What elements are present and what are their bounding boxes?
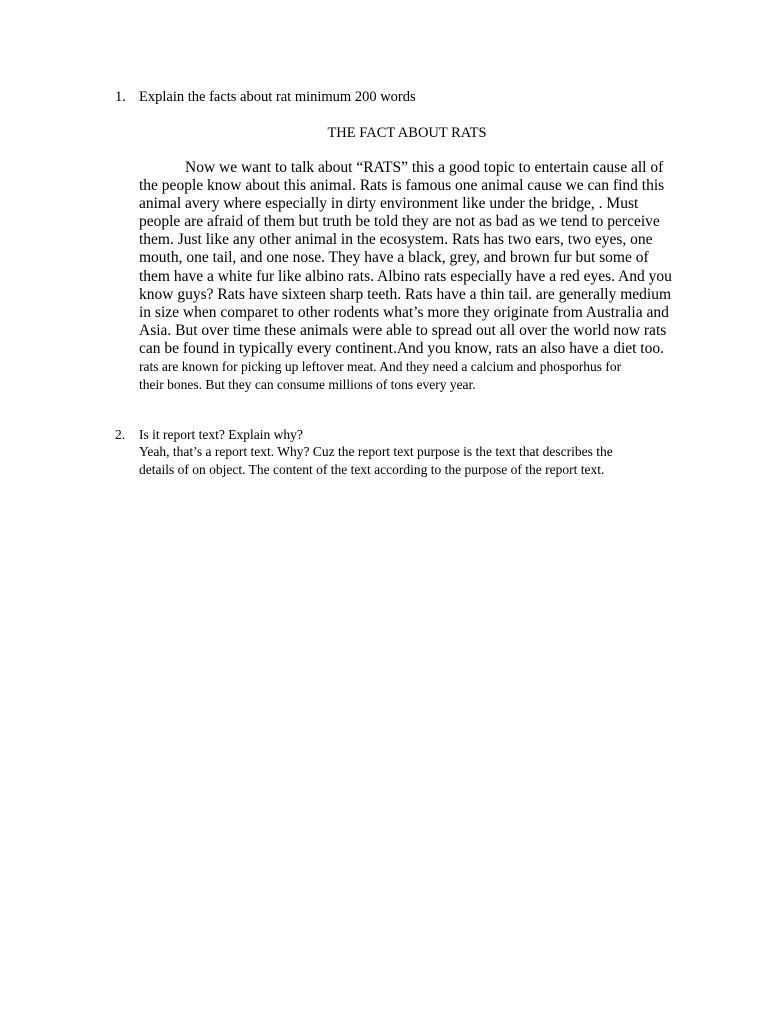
- question-1-text: Explain the facts about rat minimum 200 words: [139, 89, 416, 105]
- essay-line: know guys? Rats have sixteen sharp teeth. Rats have a thin tail. are generally medium: [139, 285, 672, 303]
- question-2-text: Is it report text? Explain why?: [139, 427, 303, 442]
- essay-line: Now we want to talk about “RATS” this a good topic to entertain cause all of: [185, 159, 664, 176]
- essay-line: in size when comparet to other rodents what’s more they originate from Australia and: [139, 303, 669, 321]
- essay-title: THE FACT ABOUT RATS: [327, 125, 487, 141]
- answer-line: Yeah, that’s a report text. Why? Cuz the report text purpose is the text that describes the: [139, 444, 613, 459]
- essay-line: the people know about this animal. Rats is famous one animal cause we can find this: [139, 177, 665, 195]
- question-2-number: 2.: [115, 427, 126, 442]
- essay-line: rats are known for picking up leftover meat. And they need a calcium and phosporhus for: [139, 359, 622, 375]
- essay-line: them have a white fur like albino rats. Albino rats especially have a red eyes. And you: [139, 267, 672, 285]
- essay-line: people are afraid of them but truth be told they are not as bad as we tend to perceive: [139, 213, 660, 231]
- essay-line: mouth, one tail, and one nose. They have a black, grey, and brown fur but some of: [139, 249, 649, 267]
- question-1-number: 1.: [115, 89, 126, 105]
- essay-line: animal avery where especially in dirty environment like under the bridge, . Must: [139, 195, 639, 213]
- essay-line: can be found in typically every continent.And you know, rats an also have a diet too.: [139, 339, 664, 357]
- answer-line: details of on object. The content of the text according to the purpose of the report text.: [139, 461, 605, 477]
- essay-line: them. Just like any other animal in the ecosystem. Rats has two ears, two eyes, one: [139, 231, 653, 249]
- essay-line: their bones. But they can consume millions of tons every year.: [139, 377, 476, 393]
- essay-line: Asia. But over time these animals were able to spread out all over the world now rats: [139, 321, 667, 339]
- essay-body: [139, 159, 675, 394]
- answer-body: [139, 443, 679, 478]
